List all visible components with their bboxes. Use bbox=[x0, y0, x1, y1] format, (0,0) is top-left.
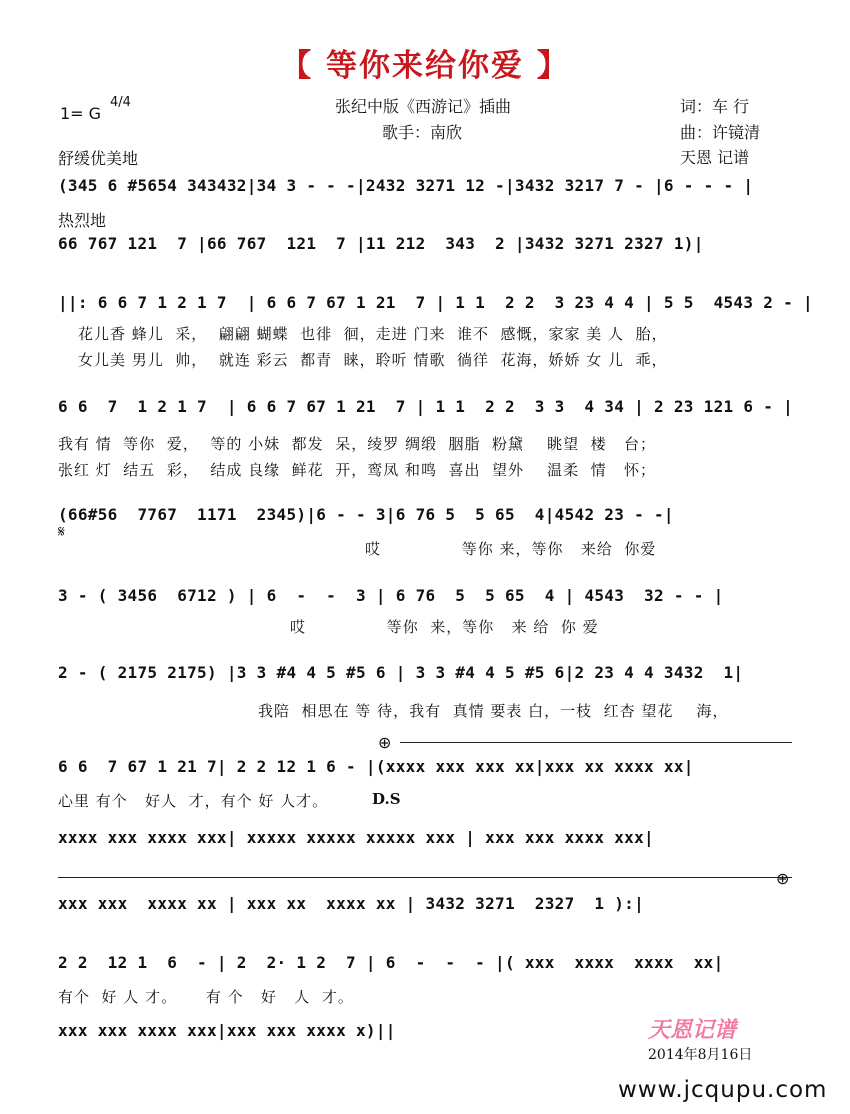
segno-icon: 𝄋 bbox=[58, 522, 65, 541]
song-title: 【 等你来给你爱 】 bbox=[280, 48, 570, 84]
lyric-verse-1b: 女儿美 男儿 帅， 就连 彩云 都青 睐，聆听 情歌 徜徉 花海，娇娇 女 儿 乖， bbox=[78, 351, 668, 369]
lyric-chorus-4: 心里 有个 好人 才，有个 好 人才。 bbox=[58, 792, 329, 810]
lyric-chorus-1: 哎 等你 来，等你 来给 你爱 bbox=[365, 540, 657, 558]
tempo-marking: 舒缓优美地 bbox=[58, 149, 139, 168]
score-line-coda: 2 2 12 1 6 - | 2 2· 1 2 7 | 6 - - - |( xxx xxxx xxxx xx| bbox=[58, 953, 724, 972]
score-line-chorus-2: 3 - ( 3456 6712 ) | 6 - - 3 | 6 76 5 5 65 4 | 4543 32 - - | bbox=[58, 586, 724, 605]
volta-line bbox=[400, 742, 792, 743]
score-line-chorus-3: 2 - ( 2175 2175) |3 3 #4 4 5 #5 6 | 3 3 #4 4 5 #5 6|2 23 4 4 3432 1| bbox=[58, 663, 744, 682]
score-line-intro-2: 66 767 121 7 |66 767 121 7 |11 212 343 2 |3432 3271 2327 1)| bbox=[58, 234, 704, 253]
time-signature-value: 4/4 bbox=[110, 95, 131, 110]
score-line-chorus-1: (66#56 7767 1171 2345)|6 - - 3|6 76 5 5 65 4|4542 23 - -| bbox=[58, 505, 674, 524]
lyric-verse-1a: 花儿香 蜂儿 采， 翩翩 蝴蝶 也徘 徊，走进 门来 谁不 感慨，家家 美 人 胎， bbox=[78, 325, 668, 343]
dal-segno-mark: D.S bbox=[372, 790, 401, 808]
repeat-volta-line bbox=[58, 877, 792, 878]
score-line-percussion-1: xxxx xxx xxxx xxx| xxxxx xxxxx xxxxx xxx | xxx xxx xxxx xxx| bbox=[58, 828, 654, 847]
transcriber-stamp: 天恩记谱 bbox=[648, 1017, 737, 1043]
score-line-verse-2: 6 6 7 1 2 1 7 | 6 6 7 67 1 21 7 | 1 1 2 2 3 3 4 34 | 2 23 121 6 - | bbox=[58, 397, 794, 416]
lyric-verse-2b: 张红 灯 结五 彩， 结成 良缘 鲜花 开，鸾凤 和鸣 喜出 望外 温柔 情 怀； bbox=[58, 461, 656, 479]
lyric-chorus-3: 我陪 相思在 等 待，我有 真情 要表 白，一枝 红杏 望花 海， bbox=[258, 702, 729, 720]
tempo-marking-2: 热烈地 bbox=[58, 211, 107, 230]
score-line-chorus-4: 6 6 7 67 1 21 7| 2 2 12 1 6 - |(xxxx xxx xxx xx|xxx xx xxxx xx| bbox=[58, 757, 694, 776]
subtitle: 张纪中版《西游记》插曲 bbox=[335, 97, 512, 116]
lyric-verse-2a: 我有 情 等你 爱， 等的 小妹 都发 呆，绫罗 绸缎 胭脂 粉黛 眺望 楼 台； bbox=[58, 435, 656, 453]
website-watermark: www.jcqupu.com bbox=[618, 1077, 828, 1103]
score-line-verse-1: ||: 6 6 7 1 2 1 7 | 6 6 7 67 1 21 7 | 1 1 2 2 3 23 4 4 | 5 5 4543 2 - | bbox=[58, 293, 813, 312]
lyricist: 词：车 行 bbox=[680, 97, 750, 116]
coda-icon-2: ⊕ bbox=[776, 869, 790, 888]
score-line-intro-1: (345 6 #5654 343432|34 3 - - -|2432 3271 12 -|3432 3217 7 - |6 - - - | bbox=[58, 176, 754, 195]
coda-icon: ⊕ bbox=[378, 733, 392, 752]
lyric-chorus-2: 哎 等你 来，等你 来 给 你 爱 bbox=[290, 618, 599, 636]
time-signature bbox=[110, 96, 131, 109]
composer: 曲：许镜清 bbox=[680, 123, 761, 142]
transcriber: 天恩 记谱 bbox=[680, 148, 750, 167]
score-line-percussion-2: xxx xxx xxxx xx | xxx xx xxxx xx | 3432 3271 2327 1 ):| bbox=[58, 894, 645, 913]
transcription-date: 2014年8月16日 bbox=[648, 1047, 753, 1063]
lyric-coda: 有个 好 人 才。 有 个 好 人 才。 bbox=[58, 988, 354, 1006]
key-signature: 1= G bbox=[60, 104, 102, 123]
score-line-ending: xxx xxx xxxx xxx|xxx xxx xxxx x)|| bbox=[58, 1021, 396, 1040]
singer: 歌手：南欣 bbox=[382, 123, 463, 142]
